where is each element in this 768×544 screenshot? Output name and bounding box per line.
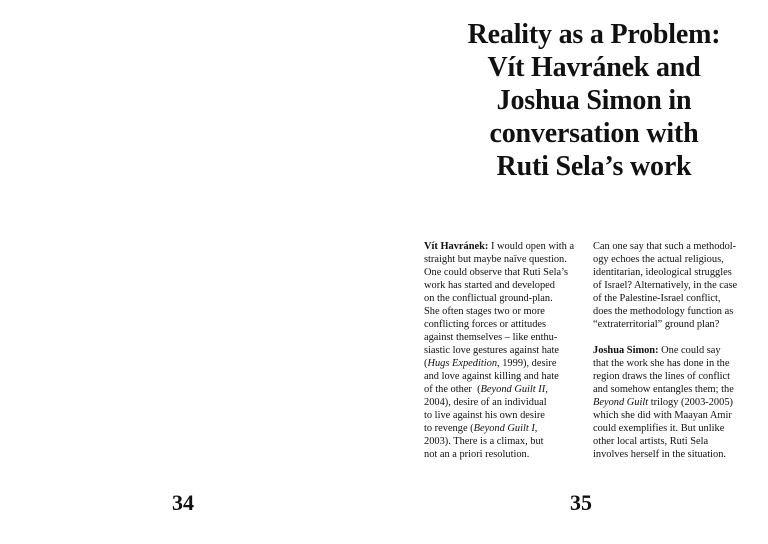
text-fragment: trilogy (2003-2005) xyxy=(648,397,733,408)
text-column-left xyxy=(424,240,586,461)
work-title: Hugs Expedition xyxy=(427,358,498,369)
text-line: 2004), desire of an individual xyxy=(424,397,547,408)
text-line: does the methodology function as xyxy=(593,306,734,317)
work-title: Beyond Guilt I xyxy=(473,423,535,434)
text-fragment: , xyxy=(534,423,538,434)
text-line: ogy echoes the actual religious, xyxy=(593,254,724,265)
title-line: Ruti Sela’s work xyxy=(496,151,692,182)
text-fragment: , 1999), desire xyxy=(497,358,557,369)
paragraph-gap xyxy=(593,331,755,344)
text-line: work has started and developed xyxy=(424,280,555,291)
text-fragment: I would open with a xyxy=(488,241,575,252)
text-line: region draws the lines of conflict xyxy=(593,371,731,382)
text-fragment: One could say xyxy=(658,345,721,356)
speaker-name: Vít Havránek: xyxy=(424,241,489,252)
text-line: other local artists, Ruti Sela xyxy=(593,436,709,447)
work-title: Beyond Guilt xyxy=(593,397,649,408)
text-fragment: to revenge ( xyxy=(424,423,474,434)
text-line: “extraterritorial” ground plan? xyxy=(593,319,720,330)
text-line: straight but maybe naïve question. xyxy=(424,254,567,265)
title-line: conversation with xyxy=(489,118,699,149)
text-line: involves herself in the situation. xyxy=(593,449,727,460)
page-number-right: 35 xyxy=(570,490,592,515)
text-line xyxy=(424,357,586,370)
text-line: 2003). There is a climax, but xyxy=(424,436,544,447)
text-line: identitarian, ideological struggles xyxy=(593,267,732,278)
text-line: on the conflictual ground-plan. xyxy=(424,293,553,304)
text-line xyxy=(424,422,586,435)
article-title xyxy=(434,18,754,183)
text-fragment: of the other ( xyxy=(424,384,481,395)
text-line: conflicting forces or attitudes xyxy=(424,319,547,330)
text-line: siastic love gestures against hate xyxy=(424,345,560,356)
title-line: Vít Havránek and xyxy=(487,52,701,83)
text-line: and love against killing and hate xyxy=(424,371,559,382)
text-line xyxy=(593,344,755,357)
page-number-left: 34 xyxy=(172,490,194,515)
text-line xyxy=(593,396,755,409)
text-line: and somehow entangles them; the xyxy=(593,384,734,395)
work-title: Beyond Guilt II, xyxy=(480,384,548,395)
title-line: Reality as a Problem: xyxy=(467,19,721,50)
text-line: against themselves – like enthu- xyxy=(424,332,558,343)
text-line: not an a priori resolution. xyxy=(424,449,530,460)
text-line: of Israel? Alternatively, in the case xyxy=(593,280,738,291)
text-line xyxy=(424,383,586,396)
speaker-name: Joshua Simon: xyxy=(593,345,659,356)
text-line: She often stages two or more xyxy=(424,306,545,317)
text-line: One could observe that Ruti Sela’s xyxy=(424,267,568,278)
text-line: Can one say that such a methodol- xyxy=(593,241,737,252)
text-line xyxy=(424,240,586,253)
title-line: Joshua Simon in xyxy=(496,85,692,116)
text-line: of the Palestine-Israel conflict, xyxy=(593,293,721,304)
text-column-right xyxy=(593,240,755,461)
text-line: which she did with Maayan Amir xyxy=(593,410,732,421)
text-line: could exemplifies it. But unlike xyxy=(593,423,725,434)
text-line: to live against his own desire xyxy=(424,410,545,421)
text-fragment: ( xyxy=(424,358,428,369)
text-line: that the work she has done in the xyxy=(593,358,730,369)
